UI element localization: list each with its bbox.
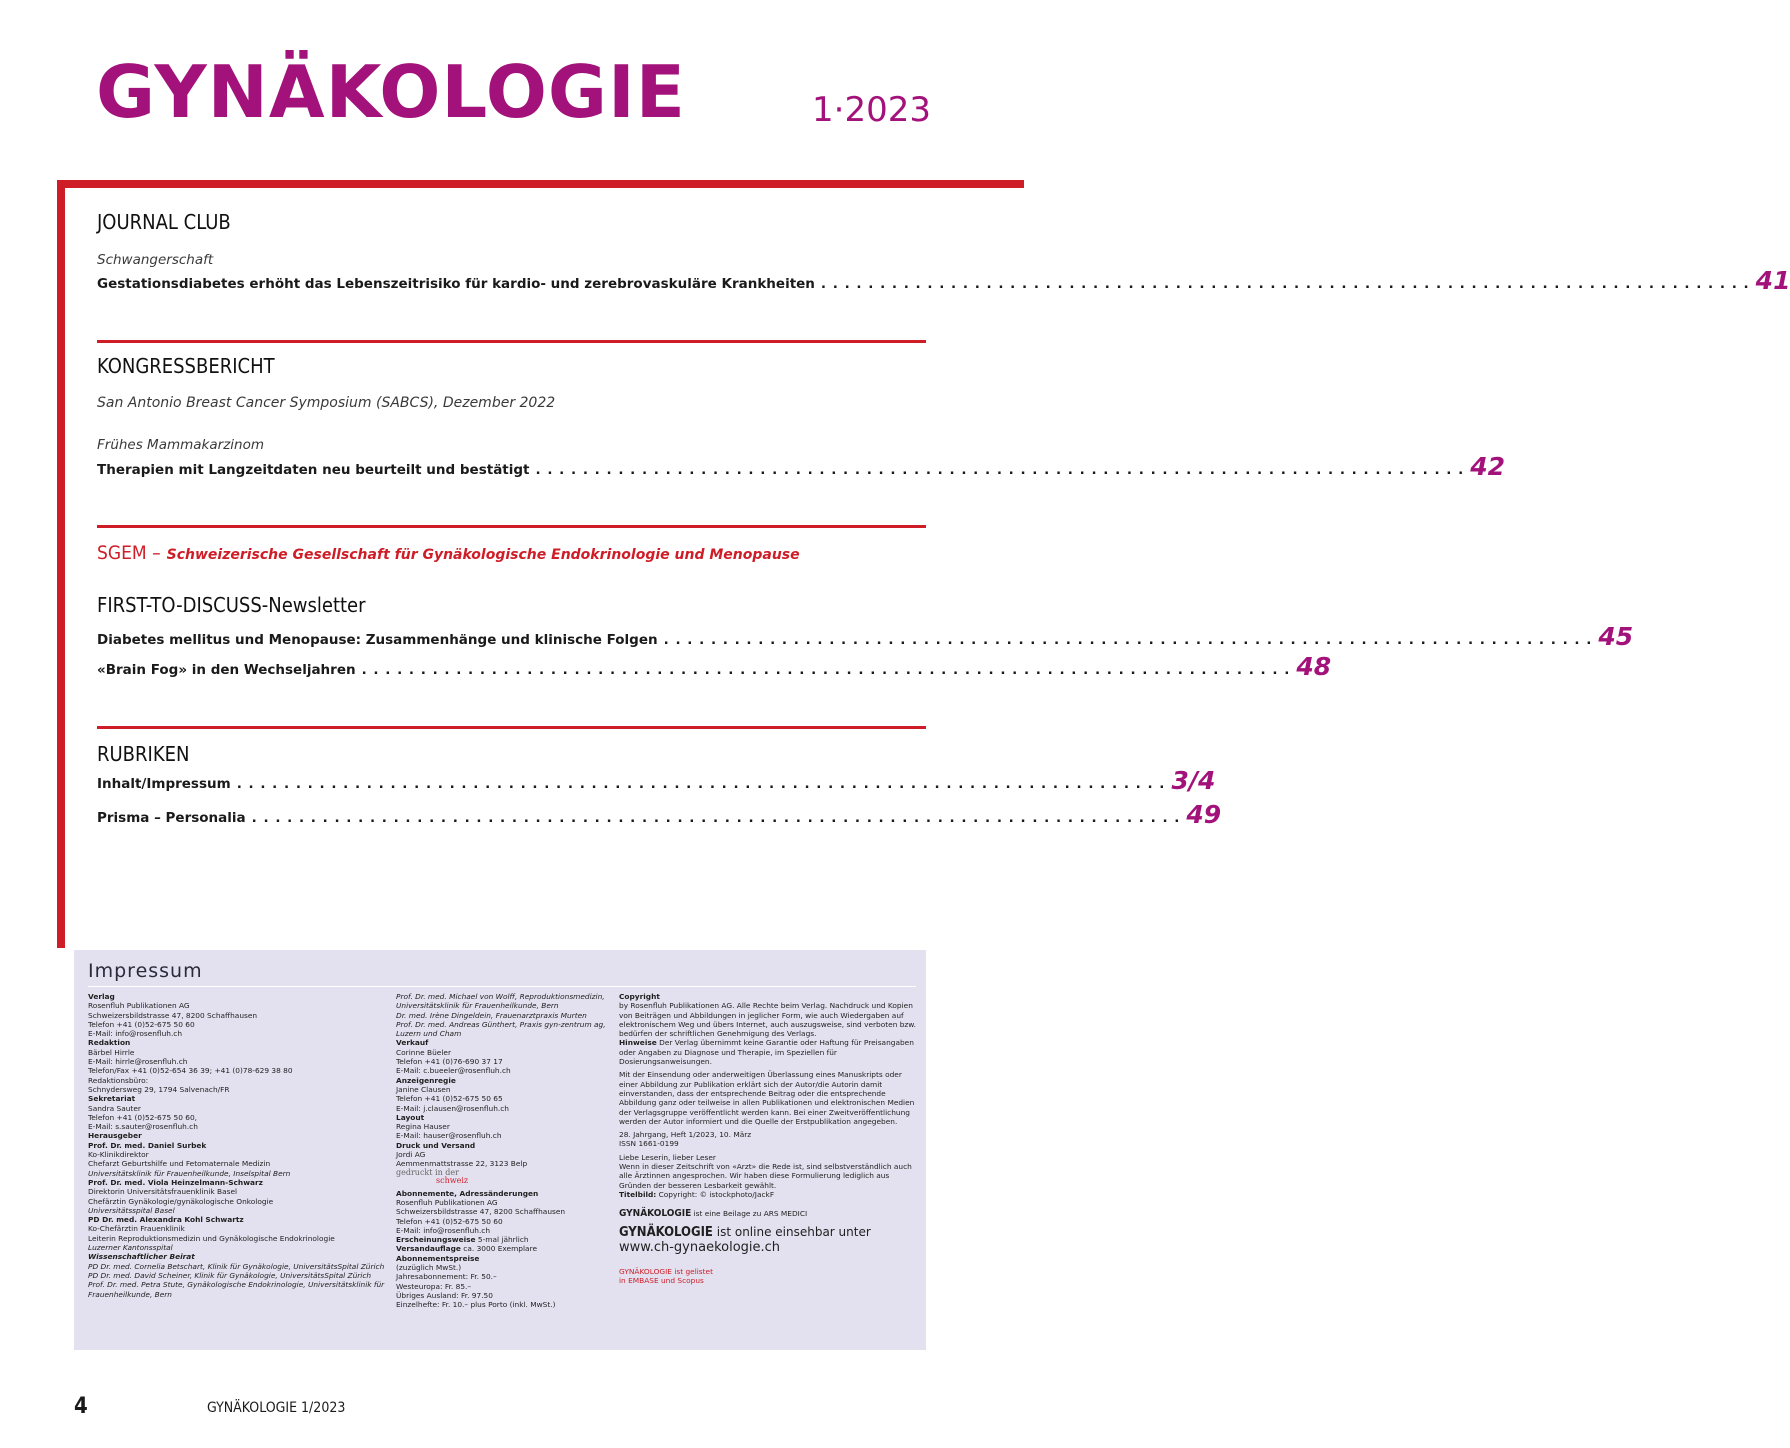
text-line: Prof. Dr. med. Andreas Günthert, Praxis gyn-zentrum ag, Luzern und Cham: [396, 1019, 606, 1039]
page-number: 4: [74, 1394, 88, 1419]
erscheinungsweise-line: [396, 1235, 611, 1244]
text-line: Schnydersweg 29, 1794 Salvenach/FR: [88, 1084, 230, 1094]
text-paragraph: by Rosenfluh Publikationen AG. Alle Rechte beim Verlag. Nachdruck und Kopien von Beiträgen und Abbildungen in jeglicher Form, wie auch Wiedergaben auf elektronischem Weg und übers Internet, auch auszugsweise, sind verboten bzw. bedürfen der schriftlichen Genehmigung des Verlags.: [619, 1001, 917, 1039]
sgem-heading: [97, 542, 800, 564]
leader-dots: . . . . . . . . . . . . . . . . . . . . . . . . . . . . . . . . . . . . . . . . . . . . . . . . . . . . . . . . . . . . . . . . . . . . . . . . . . . . . . .: [820, 276, 1750, 292]
text-line: Jahresabonnement: Fr. 50.–: [396, 1272, 497, 1282]
text-line: Bärbel Hirrle: [88, 1047, 135, 1057]
hinweise-paragraph: [619, 1038, 921, 1066]
text-line: Schweizersbildstrasse 47, 8200 Schaffhausen: [88, 1010, 258, 1020]
section-divider: [97, 525, 926, 528]
online-line: [619, 1225, 921, 1240]
impressum-box: [74, 950, 926, 1350]
kicker-schwangerschaft: Schwangerschaft: [97, 252, 214, 268]
text-line: Chefärztin Gynäkologie/gynäkologische Onkologie: [88, 1196, 274, 1206]
label-titelbild: Titelbild:: [619, 1189, 657, 1199]
toc-entry-page: 3/4: [1171, 766, 1216, 795]
text-line: Aemmenmattstrasse 22, 3123 Belp: [396, 1159, 528, 1169]
text-line: (zuzüglich MwSt.): [396, 1263, 462, 1273]
indexing-line-2: in EMBASE und Scopus: [619, 1275, 704, 1285]
text-line: Prof. Dr. med. Petra Stute, Gynäkologische Endokrinologie, Universitätsklinik für Frauenheilkunde, Bern: [88, 1280, 385, 1299]
text-line: Rosenfluh Publikationen AG: [396, 1197, 498, 1207]
toc-entry-title: «Brain Fog» in den Wechseljahren: [97, 662, 356, 678]
text-line: ISSN 1661-0199: [619, 1139, 679, 1149]
label-druck: Druck und Versand: [396, 1140, 476, 1150]
section-title-journal-club: JOURNAL CLUB: [97, 210, 231, 234]
sgem-abbr: SGEM –: [97, 542, 161, 564]
leader-dots: . . . . . . . . . . . . . . . . . . . . . . . . . . . . . . . . . . . . . . . . . . . . . . . . . . . . . . . . . . . . . . . . . . . . . . . . . . . . . . .: [236, 776, 1166, 792]
toc-entry-page: 41: [1755, 266, 1790, 295]
toc-entry-therapien[interactable]: [97, 452, 1506, 482]
text-line: Telefon +41 (0)52-675 50 60: [396, 1216, 503, 1226]
kongress-subtitle: San Antonio Breast Cancer Symposium (SABCS), Dezember 2022: [97, 395, 556, 411]
versandauflage-line: [396, 1244, 611, 1253]
person-name: PD Dr. med. Alexandra Kohl Schwartz: [88, 1215, 244, 1225]
text-line: Leiterin Reproduktionsmedizin und Gynäkologische Endokrinologie: [88, 1233, 335, 1243]
toc-entry-title: Prisma – Personalia: [97, 810, 246, 826]
toc-entry-inhalt-impressum[interactable]: [97, 766, 1216, 796]
label-sekretariat: Sekretariat: [88, 1094, 136, 1104]
text-line: Dr. med. Irène Dingeldein, Frauenarztpraxis Murten: [396, 1010, 587, 1020]
person-name: Prof. Dr. med. Viola Heinzelmann-Schwarz: [88, 1177, 263, 1187]
text-line: Rosenfluh Publikationen AG: [88, 1001, 190, 1011]
leader-dots: . . . . . . . . . . . . . . . . . . . . . . . . . . . . . . . . . . . . . . . . . . . . . . . . . . . . . . . . . . . . . . . . . . . . . . . . . . . . . . .: [663, 632, 1593, 648]
issue-number: 1·2023: [812, 90, 931, 130]
text-line: PD Dr. med. David Scheiner, Klinik für Gynäkologie, UniversitätsSpital Zürich: [88, 1270, 372, 1280]
text-line: Telefon/Fax +41 (0)52-654 36 39; +41 (0)78-629 38 80: [88, 1066, 293, 1076]
label-beirat: Wissenschaftlicher Beirat: [88, 1252, 195, 1262]
toc-entry-diabetes-menopause[interactable]: [97, 622, 1634, 652]
text-line: Corinne Büeler: [396, 1047, 451, 1057]
red-frame-side: [57, 180, 65, 948]
online-text: ist online einsehbar unter: [716, 1224, 871, 1239]
impressum-column-3: [619, 992, 921, 1285]
toc-entry-page: 49: [1186, 800, 1222, 829]
label-verkauf: Verkauf: [396, 1038, 429, 1048]
red-frame-top: [57, 180, 1024, 188]
text-line: Direktorin Universitätsfrauenklinik Basel: [88, 1187, 238, 1197]
toc-entry-title: Inhalt/Impressum: [97, 776, 231, 792]
leader-dots: . . . . . . . . . . . . . . . . . . . . . . . . . . . . . . . . . . . . . . . . . . . . . . . . . . . . . . . . . . . . . . . . . . . . . . . . . . . . . . .: [361, 662, 1291, 678]
text-line: PD Dr. med. Cornelia Betschart, Klinik für Gynäkologie, UniversitätsSpital Zürich: [88, 1261, 385, 1271]
spacer: [619, 1255, 921, 1267]
toc-entry-page: 48: [1296, 652, 1332, 681]
impressum-column-2: [396, 992, 611, 1310]
section-divider: [97, 340, 926, 343]
titelbild-credit: Copyright: © istockphoto/JackF: [658, 1189, 775, 1199]
footer-journal: GYNÄKOLOGIE 1/2023: [207, 1400, 346, 1416]
person-name: Prof. Dr. med. Daniel Surbek: [88, 1140, 207, 1150]
brand-name: GYNÄKOLOGIE: [619, 1224, 713, 1240]
text-line: Schweizersbildstrasse 47, 8200 Schaffhausen: [396, 1207, 566, 1217]
impressum-column-1: [88, 992, 388, 1299]
beilage-text: ist eine Beilage zu ARS MEDICI: [693, 1209, 808, 1219]
text-line: Jordi AG: [396, 1150, 426, 1160]
text-line: Sandra Sauter: [88, 1103, 141, 1113]
brand-name: GYNÄKOLOGIE: [619, 1208, 692, 1220]
label-anzeigenregie: Anzeigenregie: [396, 1075, 456, 1085]
leader-dots: . . . . . . . . . . . . . . . . . . . . . . . . . . . . . . . . . . . . . . . . . . . . . . . . . . . . . . . . . . . . . . . . . . . . . . . . . . . . . . .: [251, 810, 1181, 826]
logo-line-1: gedruckt in der: [396, 1167, 459, 1177]
text-line: Westeuropa: Fr. 85.–: [396, 1281, 472, 1291]
label-abonnementspreise: Abonnementspreise: [396, 1253, 480, 1263]
text-line: E-Mail: hauser@rosenfluh.ch: [396, 1131, 502, 1141]
text-line: Übriges Ausland: Fr. 97.50: [396, 1290, 493, 1300]
kicker-mammakarzinom: Frühes Mammakarzinom: [97, 437, 264, 453]
section-divider: [97, 726, 926, 729]
label-hinweise: Hinweise: [619, 1038, 657, 1048]
text-line: Telefon +41 (0)76-690 37 17: [396, 1057, 503, 1067]
text-line: E-Mail: j.clausen@rosenfluh.ch: [396, 1103, 509, 1113]
toc-entry-page: 45: [1598, 622, 1634, 651]
journal-masthead: GYNÄKOLOGIE: [96, 50, 686, 134]
text-line: Ko-Chefärztin Frauenklinik: [88, 1224, 185, 1234]
text-paragraph: Wenn in dieser Zeitschrift von «Arzt» die Rede ist, sind selbstverständlich auch alle Ärztinnen angesprochen. Wir haben diese Formulierung lediglich aus Gründen der besseren Lesbarkeit gewählt.: [619, 1162, 912, 1190]
titelbild-line: [619, 1190, 921, 1199]
text-line: Prof. Dr. med. Michael von Wolff, Reproduktionsmedizin, Universitätsklinik für Frauenheilkunde, Bern: [396, 992, 605, 1011]
text-line: Universitätsklinik für Frauenheilkunde, Inselspital Bern: [88, 1168, 291, 1178]
text-line: 28. Jahrgang, Heft 1/2023, 10. März: [619, 1130, 752, 1140]
website-link[interactable]: www.ch-gynaekologie.ch: [619, 1239, 781, 1255]
toc-entry-title: Gestationsdiabetes erhöht das Lebenszeitrisiko für kardio- und zerebrovaskuläre Krankheiten: [97, 276, 815, 292]
label-copyright: Copyright: [619, 992, 660, 1001]
label-erscheinungsweise: Erscheinungsweise: [396, 1235, 476, 1245]
section-title-kongressbericht: KONGRESSBERICHT: [97, 354, 275, 378]
text-line: Redaktionsbüro:: [88, 1075, 149, 1085]
text-line: Telefon +41 (0)52-675 50 60,: [88, 1112, 198, 1122]
value-erscheinungsweise: 5-mal jährlich: [477, 1235, 529, 1245]
label-abonnemente: Abonnemente, Adressänderungen: [396, 1188, 539, 1198]
text-line: Liebe Leserin, lieber Leser: [619, 1152, 716, 1162]
toc-entry-title: Diabetes mellitus und Menopause: Zusammenhänge und klinische Folgen: [97, 632, 658, 648]
toc-entry-page: 42: [1470, 452, 1506, 481]
label-versandauflage: Versandauflage: [396, 1244, 461, 1254]
text-line: E-Mail: info@rosenfluh.ch: [396, 1225, 491, 1235]
text-line: Universitätsspital Basel: [88, 1205, 175, 1215]
text-line: Telefon +41 (0)52-675 50 60: [88, 1019, 195, 1029]
text-paragraph: Mit der Einsendung oder anderweitigen Überlassung eines Manuskripts oder einer Abbildung zur Publikation erklärt sich der Autor/die Autorin damit einverstanden, dass der entsprechende Beitrag oder die entsprechende Abbildung ganz oder teilweise in allen Publikationen und elektronischen Medien der Verlagsgruppe veröffentlicht werden kann. Bei einer Zweitveröffentlichung werden der Autor informiert und die Quelle der Erstpublikation angegeben.: [619, 1070, 915, 1126]
text-line: Telefon +41 (0)52-675 50 65: [396, 1094, 503, 1104]
toc-entry-gestationsdiabetes[interactable]: [97, 266, 1790, 296]
section-title-first-to-discuss: FIRST-TO-DISCUSS-Newsletter: [97, 593, 366, 617]
text-line: E-Mail: hirrle@rosenfluh.ch: [88, 1057, 188, 1067]
beilage-line: [619, 1209, 921, 1218]
text-line: Regina Hauser: [396, 1122, 450, 1132]
leader-dots: . . . . . . . . . . . . . . . . . . . . . . . . . . . . . . . . . . . . . . . . . . . . . . . . . . . . . . . . . . . . . . . . . . . . . . . . . . . . . . .: [535, 462, 1465, 478]
gedruckt-in-der-schweiz-logo: [396, 1169, 611, 1185]
hinweise-text: Der Verlag übernimmt keine Garantie oder Haftung für Preisangaben oder Angaben zu Diagnose und Therapie, im Speziellen für Dosierungsanweisungen.: [619, 1038, 914, 1067]
label-verlag: Verlag: [88, 992, 115, 1001]
text-line: Chefarzt Geburtshilfe und Fetomaternale Medizin: [88, 1159, 271, 1169]
text-line: Einzelhefte: Fr. 10.– plus Porto (inkl. MwSt.): [396, 1300, 556, 1310]
impressum-rule: [88, 986, 916, 987]
label-layout: Layout: [396, 1112, 425, 1122]
indexing-line-1: GYNÄKOLOGIE ist gelistet: [619, 1266, 714, 1276]
impressum-title: Impressum: [88, 960, 203, 982]
value-versandauflage: ca. 3000 Exemplare: [463, 1244, 538, 1254]
text-line: Luzerner Kantonsspital: [88, 1243, 173, 1253]
toc-entry-title: Therapien mit Langzeitdaten neu beurteilt und bestätigt: [97, 462, 530, 478]
section-title-rubriken: RUBRIKEN: [97, 742, 190, 766]
toc-entry-prisma-personalia[interactable]: [97, 800, 1222, 830]
text-line: E-Mail: s.sauter@rosenfluh.ch: [88, 1122, 198, 1132]
sgem-name: Schweizerische Gesellschaft für Gynäkologische Endokrinologie und Menopause: [166, 547, 800, 563]
label-herausgeber: Herausgeber: [88, 1131, 142, 1141]
logo-line-2: schweiz: [436, 1175, 469, 1185]
text-line: Janine Clausen: [396, 1084, 451, 1094]
toc-entry-brain-fog[interactable]: [97, 652, 1332, 682]
text-line: E-Mail: c.bueeler@rosenfluh.ch: [396, 1066, 511, 1076]
text-line: Ko-Klinikdirektor: [88, 1150, 149, 1160]
label-redaktion: Redaktion: [88, 1038, 131, 1048]
text-line: E-Mail: info@rosenfluh.ch: [88, 1029, 183, 1039]
